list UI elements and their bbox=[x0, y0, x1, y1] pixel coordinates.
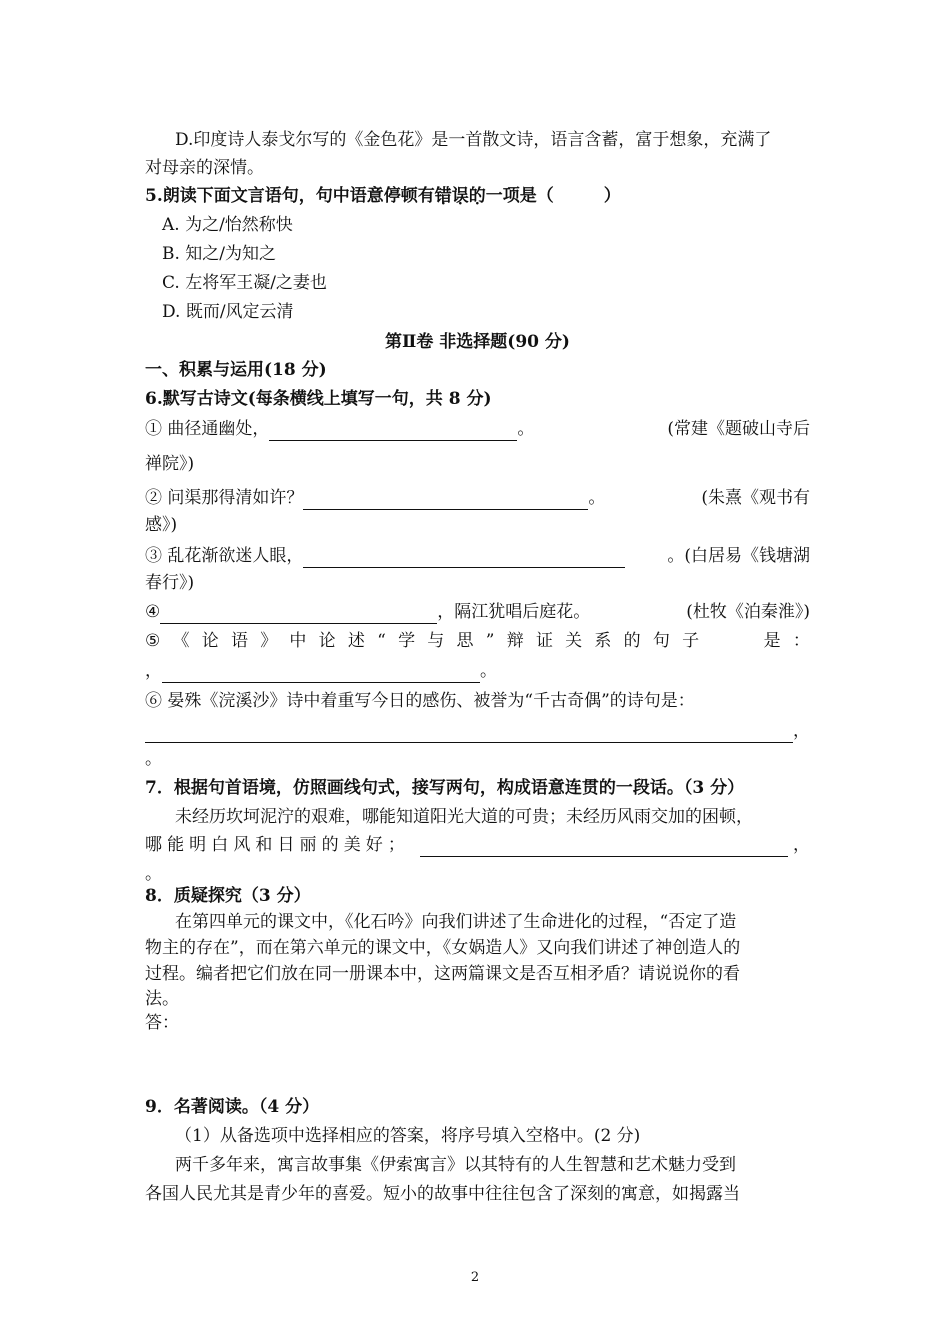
part2-title: 第Ⅱ卷 非选择题(90 分) bbox=[385, 332, 570, 352]
fill-blank[interactable] bbox=[145, 725, 793, 743]
q8-stem: 8．质疑探究（3 分） bbox=[145, 886, 311, 906]
q7-para3: 。 bbox=[145, 864, 162, 884]
q4-option-d-line2: 对母亲的深情。 bbox=[145, 158, 264, 178]
q6-line4: ④ ，隔江犹唱后庭花。 (杜牧《泊秦淮》) bbox=[145, 602, 810, 622]
q8-answer-label: 答： bbox=[145, 1013, 179, 1033]
q6-stem: 6.默写古诗文(每条横线上填写一句，共 8 分) bbox=[145, 389, 492, 409]
q6-line6-blank: ， bbox=[145, 719, 810, 743]
q6-line1: ① 曲径通幽处， 。 (常建《题破山寺后 bbox=[145, 419, 810, 439]
q5-option-b: B. 知之/为知之 bbox=[162, 244, 277, 264]
q9-stem: 9．名著阅读。（4 分） bbox=[145, 1097, 320, 1117]
q8-para1: 在第四单元的课文中，《化石吟》向我们讲述了生命进化的过程，“否定了造 bbox=[175, 912, 737, 932]
q6-line3: ③ 乱花渐欲迷人眼， 。(白居易《钱塘湖 bbox=[145, 546, 810, 566]
q9-sub1: （1）从备选项中选择相应的答案，将序号填入空格中。(2 分) bbox=[175, 1126, 641, 1146]
q5-option-d: D. 既而/风定云清 bbox=[162, 302, 294, 322]
q6-line5: ⑤ 《 论 语 》 中 论 述 “ 学 与 思 ” 辩 证 关 系 的 句 子 是 ： bbox=[145, 631, 810, 651]
q4-option-d-line1: D.印度诗人泰戈尔写的《金色花》是一首散文诗，语言含蓄，富于想象，充满了 bbox=[175, 130, 772, 150]
q8-para4: 法。 bbox=[145, 989, 179, 1009]
q6-line5-blanks: ， 。 bbox=[145, 661, 497, 681]
q7-stem: 7．根据句首语境，仿照画线句式，接写两句，构成语意连贯的一段话。（3 分） bbox=[145, 778, 745, 798]
q6-line6: ⑥ 晏殊《浣溪沙》诗中着重写今日的感伤、被誉为“千古奇偶”的诗句是： bbox=[145, 691, 695, 711]
q5-option-c: C. 左将军王凝/之妻也 bbox=[162, 273, 327, 293]
page-number: 2 bbox=[470, 1270, 480, 1285]
q6-line3-source: 春行》) bbox=[145, 573, 195, 593]
fill-blank[interactable] bbox=[160, 606, 437, 624]
fill-blank[interactable] bbox=[420, 839, 788, 857]
fill-blank[interactable] bbox=[303, 550, 625, 568]
q5-option-a: A. 为之/怡然称快 bbox=[162, 215, 293, 235]
q7-para2: 哪 能 明 白 风 和 日 丽 的 美 好 ； ， bbox=[145, 835, 810, 855]
q6-line2: ② 问渠那得清如许？ 。 (朱熹《观书有 bbox=[145, 488, 810, 508]
q9-para1: 两千多年来，寓言故事集《伊索寓言》以其特有的人生智慧和艺术魅力受到 bbox=[175, 1155, 736, 1175]
q6-line6-end: 。 bbox=[145, 749, 162, 769]
q8-para3: 过程。编者把它们放在同一册课本中，这两篇课文是否互相矛盾？请说说你的看 bbox=[145, 964, 740, 984]
fill-blank[interactable] bbox=[269, 423, 517, 441]
fill-blank[interactable] bbox=[303, 492, 588, 510]
q6-line1-source: 禅院》) bbox=[145, 454, 195, 474]
section1-heading: 一、积累与运用(18 分) bbox=[145, 360, 327, 380]
q9-para2: 各国人民尤其是青少年的喜爱。短小的故事中往往包含了深刻的寓意，如揭露当 bbox=[145, 1184, 740, 1204]
q5-stem: 5.朗读下面文言语句，句中语意停顿有错误的一项是（ ） bbox=[145, 186, 621, 206]
q8-para2: 物主的存在”，而在第六单元的课文中，《女娲造人》又向我们讲述了神创造人的 bbox=[145, 938, 741, 958]
q6-line2-source: 感》) bbox=[145, 515, 178, 535]
q7-para1: 未经历坎坷泥泞的艰难，哪能知道阳光大道的可贵；未经历风雨交加的困顿， bbox=[175, 807, 753, 827]
fill-blank[interactable] bbox=[162, 665, 480, 683]
